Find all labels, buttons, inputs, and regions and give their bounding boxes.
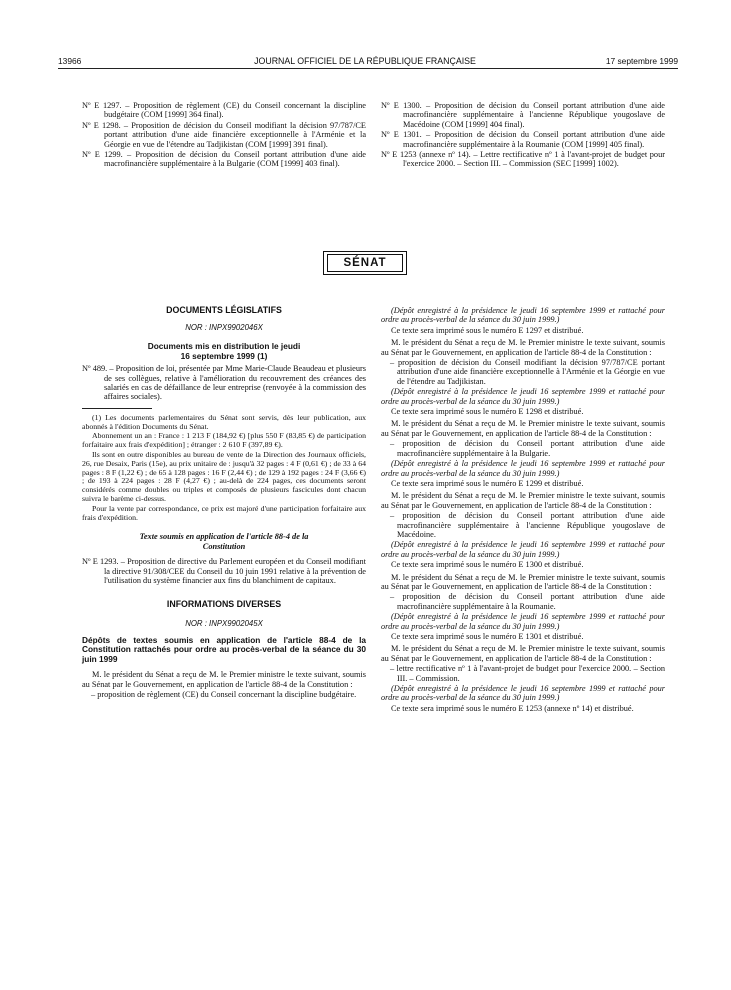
footnote-4: Pour la vente par correspondance, ce prix est majoré d'une participation forfaitaire aux frais d'expédition.: [82, 503, 366, 522]
depot-note: (Dépôt enregistré à la présidence le jeudi 16 septembre 1999 et rattaché pour ordre au procès-verbal de la séance du 30 juin 1999.): [381, 612, 665, 631]
entry-e1298: Nº E 1298. – Proposition de décision du Conseil modifiant la décision 97/787/CE portant attribution d'une aide financière exceptionnelle à l'Arménie et la Géorgie en vue de l'étendre au Tadjikistan (COM [1999] 391 final).: [82, 120, 366, 149]
footnote-rule: [82, 408, 152, 409]
page-number: 13966: [58, 56, 82, 66]
deposit-item: – proposition de décision du Conseil portant attribution d'une aide macrofinancière supplémentaire à la Roumanie.: [390, 592, 665, 611]
deposit-item: – proposition de décision du Conseil portant attribution d'une aide macrofinancière supplémentaire à l'ancienne République yougoslave de Macédoine.: [390, 511, 665, 539]
distribution-title: Documents mis en distribution le jeudi 16 septembre 1999 (1): [147, 341, 301, 362]
footnote-3: Ils sont en outre disponibles au bureau de vente de la Direction des Journaux officiels, 26, rue Desaix, Paris (15e), au prix unitaire de : jusqu'à 32 pages : 4 F (0,61 €) ; de 33 à 64 pages : 8 F (1,22 €) ; de 65 à 128 pages : 16 F (2,44 €) ; de 129 à 192 pages : 24 F (3,66 €) ; de 193 à 224 pages : 28 F (4,27 €) ; au-delà de 224 pages, ces documents seront considérés comme doubles ou triples et composés de plusieurs fascicules dont chacun suivra le barème ci-dessus.: [82, 450, 366, 503]
deposit-intro: M. le président du Sénat a reçu de M. le Premier ministre le texte suivant, soumis au Sénat par le Gouvernement, en application de l'article 88-4 de la Constitution :: [381, 338, 665, 357]
entry-489: Nº 489. – Proposition de loi, présentée par Mme Marie-Claude Beaudeau et plusieurs de ses collègues, relative à l'amélioration du recouvrement des créances des salariés en cas de défaillance de leur entreprise (renvoyée à la commission des affaires sociales).: [82, 364, 366, 402]
top-right-column: [381, 101, 665, 170]
entry-e1253: Nº E 1253 (annexe nº 14). – Lettre rectificative nº 1 à l'avant-projet de budget pour l'exercice 2000. – Section III. – Commission (SEC [1999] 1002).: [381, 150, 665, 169]
info-nor: NOR : INPX9902045X: [185, 618, 263, 628]
right-column: [381, 306, 665, 714]
print-note: Ce texte sera imprimé sous le numéro E 1297 et distribué.: [391, 325, 584, 335]
depot-note: (Dépôt enregistré à la présidence le jeudi 16 septembre 1999 et rattaché pour ordre au procès-verbal de la séance du 30 juin 1999.): [381, 540, 665, 559]
entry-e1301: Nº E 1301. – Proposition de décision du Conseil portant attribution d'une aide macrofinancière supplémentaire à la Roumanie (COM [1999] 405 final).: [381, 130, 665, 149]
deposit-item: – proposition de règlement (CE) du Conseil concernant la discipline budgétaire.: [91, 690, 357, 700]
deposit-intro: M. le président du Sénat a reçu de M. le Premier ministre le texte suivant, soumis au Sénat par le Gouvernement, en application de l'article 88-4 de la Constitution :: [82, 670, 366, 689]
deposit-intro: M. le président du Sénat a reçu de M. le Premier ministre le texte suivant, soumis au Sénat par le Gouvernement, en application de l'article 88-4 de la Constitution :: [381, 572, 665, 591]
deposit-item: – proposition de décision du Conseil portant attribution d'une aide macrofinancière supplémentaire à la Bulgarie.: [390, 439, 665, 458]
print-note: Ce texte sera imprimé sous le numéro E 1300 et distribué.: [391, 560, 584, 570]
docs-nor: NOR : INPX9902046X: [185, 323, 263, 333]
print-note: Ce texte sera imprimé sous le numéro E 1298 et distribué.: [391, 407, 584, 417]
header-date: 17 septembre 1999: [605, 56, 678, 66]
footnote-2: Abonnement un an : France : 1 213 F (184,92 €) [plus 550 F (83,85 €) de participation forfaitaire aux frais d'expédition] ; étranger : 2 610 F (397,89 €).: [82, 431, 366, 450]
left-column: [82, 306, 366, 701]
documents-legislatifs-heading: DOCUMENTS LÉGISLATIFS: [166, 305, 282, 315]
senat-section-box: [323, 251, 407, 275]
deposit-intro: M. le président du Sénat a reçu de M. le Premier ministre le texte suivant, soumis au Sénat par le Gouvernement, en application de l'article 88-4 de la Constitution :: [381, 491, 665, 510]
print-note: Ce texte sera imprimé sous le numéro E 1301 et distribué.: [391, 632, 584, 641]
deposit-intro: M. le président du Sénat a reçu de M. le Premier ministre le texte suivant, soumis au Sénat par le Gouvernement, en application de l'article 88-4 de la Constitution :: [381, 644, 665, 663]
deposits-title: Dépôts de textes soumis en application de l'article 88-4 de la Constitution rattachés pour ordre au procès-verbal de la séance du 30 juin 1999: [82, 634, 366, 664]
article-88-4-heading: Texte soumis en application de l'article 88-4 de la Constitution: [139, 532, 309, 551]
entry-e1300: Nº E 1300. – Proposition de décision du Conseil portant attribution d'une aide macrofinancière supplémentaire à l'ancienne République yougoslave de Macédoine (COM [1999] 404 final).: [381, 101, 665, 129]
depot-note: (Dépôt enregistré à la présidence le jeudi 16 septembre 1999 et rattaché pour ordre au procès-verbal de la séance du 30 juin 1999.): [381, 684, 665, 703]
informations-diverses-heading: INFORMATIONS DIVERSES: [166, 599, 282, 610]
print-note: Ce texte sera imprimé sous le numéro E 1299 et distribué.: [391, 478, 584, 488]
deposit-item: – lettre rectificative nº 1 à l'avant-projet de budget pour l'exercice 2000. – Section III. – Commission.: [390, 664, 665, 683]
entry-e1293: Nº E 1293. – Proposition de directive du Parlement européen et du Conseil modifiant la directive 91/308/CEE du Conseil du 10 juin 1991 relative à la prévention de l'utilisation du système financier aux fins du blanchiment de capitaux.: [82, 557, 366, 586]
depot-note: (Dépôt enregistré à la présidence le jeudi 16 septembre 1999 et rattaché pour ordre au procès-verbal de la séance du 30 juin 1999.): [381, 459, 665, 478]
depot-note: (Dépôt enregistré à la présidence le jeudi 16 septembre 1999 et rattaché pour ordre au procès-verbal de la séance du 30 juin 1999.): [381, 387, 665, 406]
depot-note: (Dépôt enregistré à la présidence le jeudi 16 septembre 1999 et rattaché pour ordre au procès-verbal de la séance du 30 juin 1999.): [381, 306, 665, 325]
deposit-item: – proposition de décision du Conseil modifiant la décision 97/787/CE portant attribution d'une aide financière exceptionnelle à l'Arménie et la Géorgie en vue de l'étendre au Tadjikistan.: [390, 358, 665, 386]
entry-e1299: Nº E 1299. – Proposition de décision du Conseil portant attribution d'une aide macrofinancière supplémentaire à la Bulgarie (COM [1999] 403 final).: [82, 150, 366, 169]
footnote-1: (1) Les documents parlementaires du Sénat sont servis, dès leur publication, aux abonnés à l'édition Documents du Sénat.: [82, 412, 366, 431]
top-left-column: [82, 101, 366, 170]
senat-title: SÉNAT: [327, 254, 403, 272]
journal-title: JOURNAL OFFICIEL DE LA RÉPUBLIQUE FRANÇAISE: [254, 56, 476, 66]
header-rule: [58, 68, 678, 69]
print-note: Ce texte sera imprimé sous le numéro E 1253 (annexe nº 14) et distribué.: [391, 703, 634, 713]
deposit-intro: M. le président du Sénat a reçu de M. le Premier ministre le texte suivant, soumis au Sénat par le Gouvernement, en application de l'article 88-4 de la Constitution :: [381, 419, 665, 438]
entry-e1297: Nº E 1297. – Proposition de règlement (CE) du Conseil concernant la discipline budgétaire (COM [1999] 364 final).: [82, 101, 366, 120]
